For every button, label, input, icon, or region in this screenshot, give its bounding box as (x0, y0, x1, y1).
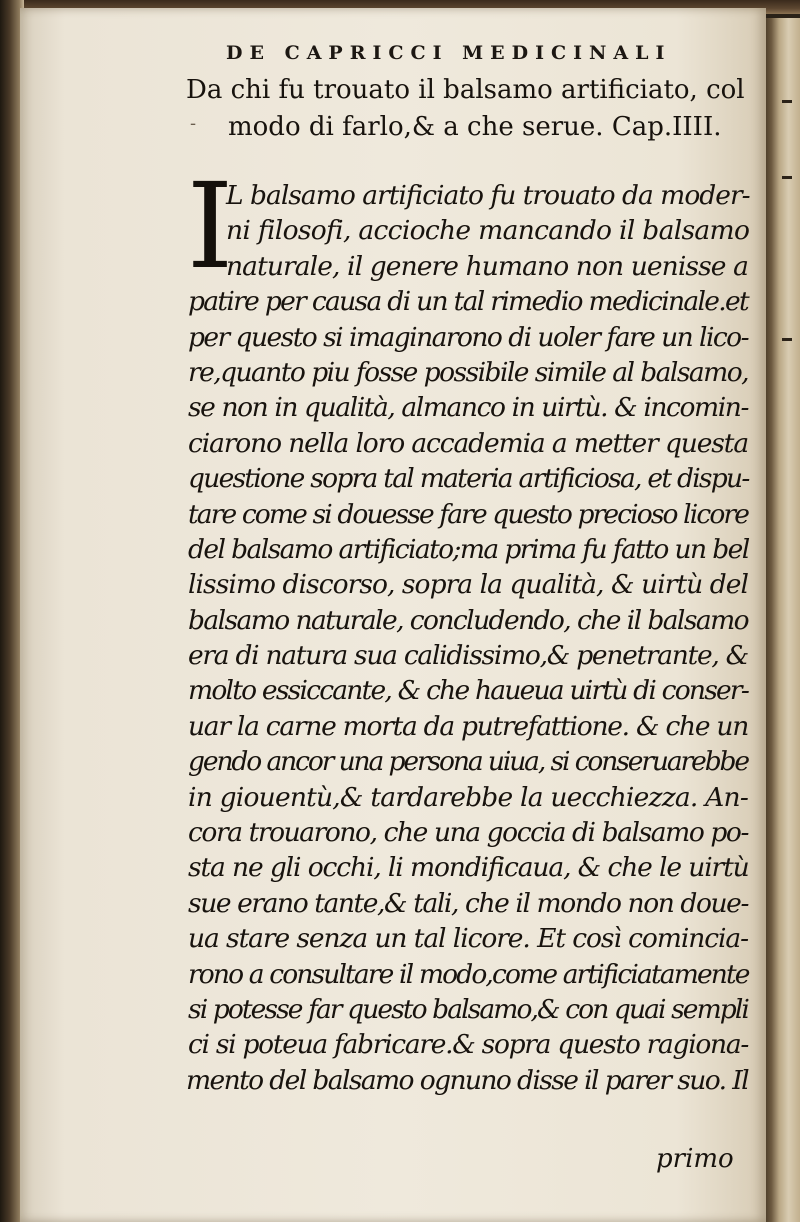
text-line: tare come si douesse fare questo precioso licore (188, 498, 748, 530)
chapter-title-line-2: modo di farlo,& a che serue. Cap.IIII. (228, 112, 722, 142)
text-line: in giouentù,& tardarebbe la uecchiezza. An- (188, 781, 748, 813)
text-line: molto essiccante, & che haueua uirtù di conser- (188, 675, 748, 707)
text-line: ni filosofi, accioche mancando il balsamo (226, 215, 750, 247)
adjacent-page-edge (762, 18, 800, 1222)
adjacent-page-mark (782, 338, 792, 341)
stray-mark: - (190, 113, 197, 134)
text-line: gendo ancor una persona uiua, si conseruarebbe (188, 746, 748, 778)
text-line: cora trouarono, che una goccia di balsamo po- (188, 817, 748, 849)
text-line: patire per causa di un tal rimedio medicinale.et (188, 286, 748, 318)
adjacent-page-mark (782, 176, 792, 179)
chapter-heading (186, 72, 746, 146)
text-line: ciarono nella loro accademia a metter questa (188, 427, 748, 459)
text-line: sta ne gli occhi, li mondificaua, & che le uirtù (188, 852, 749, 884)
catchword: primo (656, 1144, 734, 1174)
text-line: per questo si imaginarono di uoler fare un lico- (188, 321, 748, 353)
text-line: L balsamo artificiato fu trouato da moder- (226, 180, 750, 211)
text-line: se non in qualità, almanco in uirtù. & incomin- (188, 392, 748, 424)
text-line: naturale, il genere humano non uenisse a (226, 250, 748, 282)
text-line: uar la carne morta da putrefattione. & che un (188, 710, 748, 742)
adjacent-page-mark (782, 100, 792, 103)
text-line: si potesse far questo balsamo,& con quai sempli (188, 993, 748, 1025)
drop-cap-initial: I (186, 157, 234, 295)
running-head: DE CAPRICCI MEDICINALI (226, 42, 672, 64)
text-line: era di natura sua calidissimo,& penetrante, & (188, 640, 748, 672)
text-line: balsamo naturale, concludendo, che il balsamo (188, 604, 749, 636)
text-line: ua stare senza un tal licore. Et così comincia- (188, 923, 748, 955)
text-line: del balsamo artificiato;ma prima fu fatto un bel (188, 533, 749, 565)
text-line: sue erano tante,& tali, che il mondo non doue- (188, 887, 748, 919)
text-line: questione sopra tal materia artificiosa, et dispu- (188, 463, 749, 495)
text-line: ci si poteua fabricare.& sopra questo ragiona- (188, 1029, 748, 1061)
text-line: mento del balsamo ognuno disse il parer suo. Il (186, 1064, 748, 1096)
text-line: lissimo discorso, sopra la qualità, & uirtù del (188, 569, 748, 601)
body-text (0, 178, 760, 1098)
text-line: re,quanto piu fosse possibile simile al balsamo, (188, 356, 748, 388)
chapter-title-line-1: Da chi fu trouato il balsamo artificiato, col (186, 75, 745, 105)
text-line: rono a consultare il modo,come artificiatamente (188, 958, 749, 990)
